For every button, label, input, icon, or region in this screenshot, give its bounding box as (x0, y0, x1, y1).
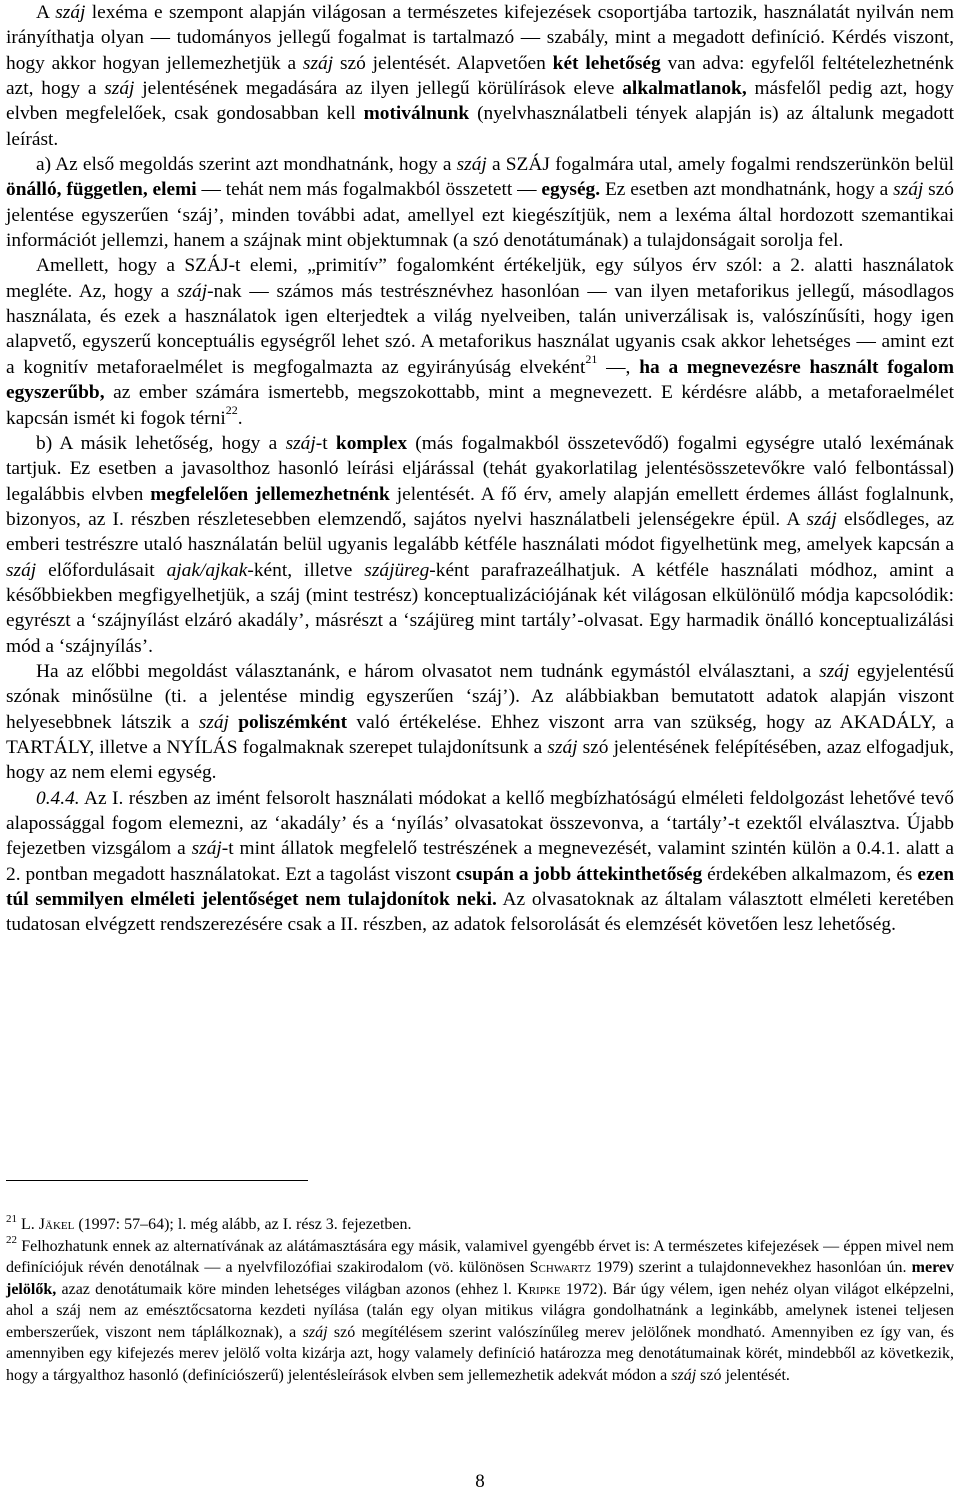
footnote (6, 1214, 954, 1236)
text-run: -nak — számos más testrésznévhez hasonlóan — van ilyen metaforikus jellegű, másodlagos használata, és ezek a használatok igen elterjedtek a világ nyelveiben, talán univerzálisak is, valószínűsíti, hogy igen alapvető, egyszerű konceptuális egységről lehet szó. A metaforikus használat ugyanis csak akkor lehetséges — amint ezt a kognitív metaforaelmélet is megfogalmazta az egyirányúság elveként (6, 280, 954, 378)
text-run: — tehát nem más fogalmakból összetett — (196, 179, 542, 201)
text-run: szó jelentését. (696, 1366, 790, 1384)
text-run: a) Az első megoldás szerint azt mondhatnánk, hogy a (36, 154, 457, 176)
text-run (229, 712, 238, 733)
text-run: szó jelentése egyszerűen ‘száj’, minden további adat, amellyel ezt kiegészítjük, nem a lexéma által hordozott szemantikai információt jellemzi, hanem a szájnak mint objektumnak (a szó denotátumának) a tulajdonságait sorolja fel. (6, 179, 955, 252)
text-run: szó megítélésem szerint valószínűleg merev jelölőnek mondható. Amennyiben ez így van, és amennyiben egy kifejezés merev jelölő volta kizárja azt, hogy valamely definíció határozza meg denotátumainak körét, mindebből az következik, hogy a tárgyalthoz hasonló (definíciószerű) jelentésleírások elvben sem jellemezhetik adekvát módon a (6, 1323, 954, 1384)
italic-text: 0.4.4. (36, 787, 80, 809)
italic-text: szájüreg (364, 559, 430, 581)
italic-text: száj (893, 179, 924, 201)
text-run: előfordulásait (36, 559, 167, 581)
footnote-ref: 22 (6, 1234, 17, 1247)
small-caps-text: ripke (528, 1280, 561, 1298)
text-run: (más fogalmakból összetevődő) fogalmi egységre utaló lexémának tartjuk. Ez esetben a javasolthoz hasonló leírási eljárással (tehát gyakorlatilag jelentésösszetevőkre való felbontással) legalábbis elvben (6, 432, 954, 505)
italic-text: száj (819, 660, 850, 682)
bold-text: ha a megnevezésre használt fogalom egyszerűbb, (6, 356, 954, 404)
italic-text: száj (6, 559, 37, 581)
bold-text: poliszémként (238, 711, 348, 733)
text-run: elsődleges, az emberi testrészre utaló használatán belül ugyanis legalább kétféle használati módot figyelhetünk meg, amelyek kapcsán a (6, 508, 955, 556)
text-run: Az olvasatoknak az általam választott elméleti keretében tudatosan elvégzett rendszerezésére csak a II. részben, az adatok felsorolását és elemzését követően lesz lehetőség. (6, 889, 954, 936)
paragraph (6, 0, 954, 152)
text-run: -t (315, 432, 336, 454)
text-run: az ember számára ismertebb, megszokottabb, mint a megnevezett. E kérdésre alább, a metaforaelmélet kapcsán ismét ki fogok térni (6, 382, 954, 429)
text-run: -t mint állatok megfelelő testrészének a megnevezését, valamint szintén külön a 0.4.1. alatt a 2. pontban megadott használatokat. Ezt a tagolást viszont (6, 838, 954, 885)
bold-text: komplex (335, 432, 408, 454)
italic-text: ajak/ajkak (166, 559, 248, 581)
text-run: szó jelentését. Alapvetően (333, 52, 553, 74)
bold-text: ezen túl semmilyen elméleti jelentőséget nem tulajdonítok neki. (6, 863, 955, 911)
italic-text: száj (671, 1366, 697, 1384)
text-run: —, (597, 356, 640, 378)
italic-text: száj (806, 508, 837, 530)
text-run: másfelől pedig azt, hogy elvben megfelelőek, csak gondosabban kell (6, 78, 954, 125)
footnote-separator (6, 1180, 308, 1181)
italic-text: száj (176, 280, 208, 302)
footnotes (6, 1214, 954, 1386)
bold-text: önálló, független, elemi (6, 179, 197, 201)
main-text (6, 0, 954, 938)
italic-text: száj (104, 78, 135, 100)
text-run: van adva: egyfelől feltételezhetnénk azt, hogy a (6, 52, 954, 100)
bold-text: egység. (541, 179, 601, 201)
document-page (6, 0, 954, 938)
text-run: L. J (17, 1216, 45, 1233)
italic-text: száj (55, 2, 86, 23)
text-run: b) A másik lehetőség, hogy a (36, 432, 286, 454)
paragraph (6, 431, 954, 659)
text-run: Ha az előbbi megoldást választanánk, e három olvasatot nem tudnánk egymástól elválasztani, a (36, 660, 820, 682)
text-run: -ként, illetve (247, 559, 365, 581)
text-run: Felhozhatunk ennek az alternatívának az alátámasztására egy másik, valamivel gyengébb érvet is: A természetes kifejezések — éppen mivel nem definíciójuk révén denotálnak — a nyelvfilozófiai szakirodalom (vö. különösen S (6, 1237, 954, 1276)
text-run: . (237, 407, 243, 429)
paragraph (6, 152, 954, 253)
footnote-ref: 21 (6, 1212, 17, 1225)
text-run: A (36, 2, 56, 23)
bold-text: alkalmatlanok, (622, 78, 747, 100)
paragraph (6, 253, 954, 430)
text-run: (nyelvhasználatbeli tények alapján is) az általunk megadott leírást. (6, 103, 955, 150)
text-run: 1972). Bár úgy vélem, igen nehéz olyan világot elképzelni, ahol a száj nem az emésztőcsatorna kezdeti nyílása (talán egy olyan mitikus világra gondolhatnánk a leginkább, amelynek istenei teljesen emberszerűek, viszont nem táplálkoznak), a (6, 1280, 954, 1341)
footnote-ref: 21 (585, 352, 598, 367)
small-caps-text: äkel (45, 1216, 75, 1233)
text-run: azaz denotátumaik köre minden lehetséges világban azonos (ehhez l. K (56, 1280, 529, 1298)
bold-text: merev jelölők, (6, 1259, 954, 1298)
paragraph (6, 659, 954, 786)
footnote-ref: 22 (225, 403, 238, 418)
bold-text: csupán a jobb áttekinthetőség (455, 863, 703, 885)
text-run: jelentésének megadására az ilyen jellegű körülírások eleve (134, 78, 623, 100)
paragraph (6, 786, 954, 938)
text-run: (1997: 57–64); l. még alább, az I. rész 3. fejezetben. (74, 1216, 412, 1233)
footnote (6, 1236, 954, 1387)
text-run: a SZÁJ fogalmára utal, amely fogalmi rendszerünkön belül (486, 154, 954, 176)
text-run: Amellett, hogy a SZÁJ-t elemi, „primitív” fogalomként értékeljük, egy súlyos érv szól: a 2. alatti használatok megléte. Az, hogy a (6, 255, 954, 302)
bold-text: két lehetőség (552, 52, 661, 74)
text-run: egyjelentésű szónak minősülne (ti. a jelentése mindig egyszerűen ‘száj’). Az alábbiakban bemutatott adatok alapján viszont helyesebbnek látszik a (6, 660, 954, 733)
page-number: 8 (475, 1471, 485, 1492)
italic-text: száj (285, 432, 316, 454)
italic-text: száj (547, 736, 578, 758)
italic-text: száj (191, 838, 222, 860)
text-run: érdekében alkalmazom, és (702, 863, 918, 885)
text-run: 1979) szerint a tulajdonnevekhez hasonlóan ún. (591, 1259, 912, 1276)
text-run: jelentését. A fő érv, amely alapján emellett érdemes állást foglalnunk, bizonyos, az I. részben részletesebben elemzendő, sajátos nyelvi használatbeli jelenségekre épül. A (6, 483, 954, 530)
italic-text: száj (198, 711, 229, 733)
bold-text: motiválnunk (363, 103, 470, 125)
bold-text: megfelelően jellemezhetnénk (150, 483, 390, 505)
text-run: -ként parafrazeálhatjuk. A kétféle használati módhoz, amint a későbbiekben megfigyelhetjük, a száj (mint testrész) konceptualizációjának két világosan elkülönülő módja kapcsolódik: egyrészt a ‘szájnyílást elzáró akadály’, másrészt a ‘szájüreg mint tartály’-olvasat. Egy harmadik önálló konceptualizálási mód a ‘szájnyílás’. (6, 559, 955, 657)
italic-text: száj (302, 1323, 328, 1341)
text-run: Ez esetben azt mondhatnánk, hogy a (600, 179, 894, 201)
text-run: lexéma e szempont alapján világosan a természetes kifejezések csoportjába tartozik, használatát nyilván nem irányíthatja olyan — tudományos jellegű fogalmat is tartalmazó — szabály, mint a megadott definíció. Kérdés viszont, hogy akkor hogyan jellemezhetjük a (6, 2, 955, 74)
text-run: Az I. részben az imént felsorolt használati módokat a kellő megbízhatóságú elméleti feldolgozást lehetővé tevő alapossággal fogom elemezni, az ‘akadály’ és a ‘nyílás’ olvasatokat összevonva, a ‘tartály’-t ezektől elválasztva. Újabb fejezetben vizsgálom a (6, 787, 954, 860)
italic-text: száj (302, 52, 334, 74)
small-caps-text: chwartz (538, 1259, 592, 1276)
text-run: való értékelése. Ehhez viszont arra van szükség, hogy az AKADÁLY, a TARTÁLY, illetve a NYÍLÁS fogalmaknak szerepet tulajdonítsunk a (6, 711, 954, 758)
text-run: szó jelentésének felépítésében, azaz elfogadjuk, hogy az nem elemi egység. (6, 736, 954, 784)
italic-text: száj (456, 154, 487, 176)
